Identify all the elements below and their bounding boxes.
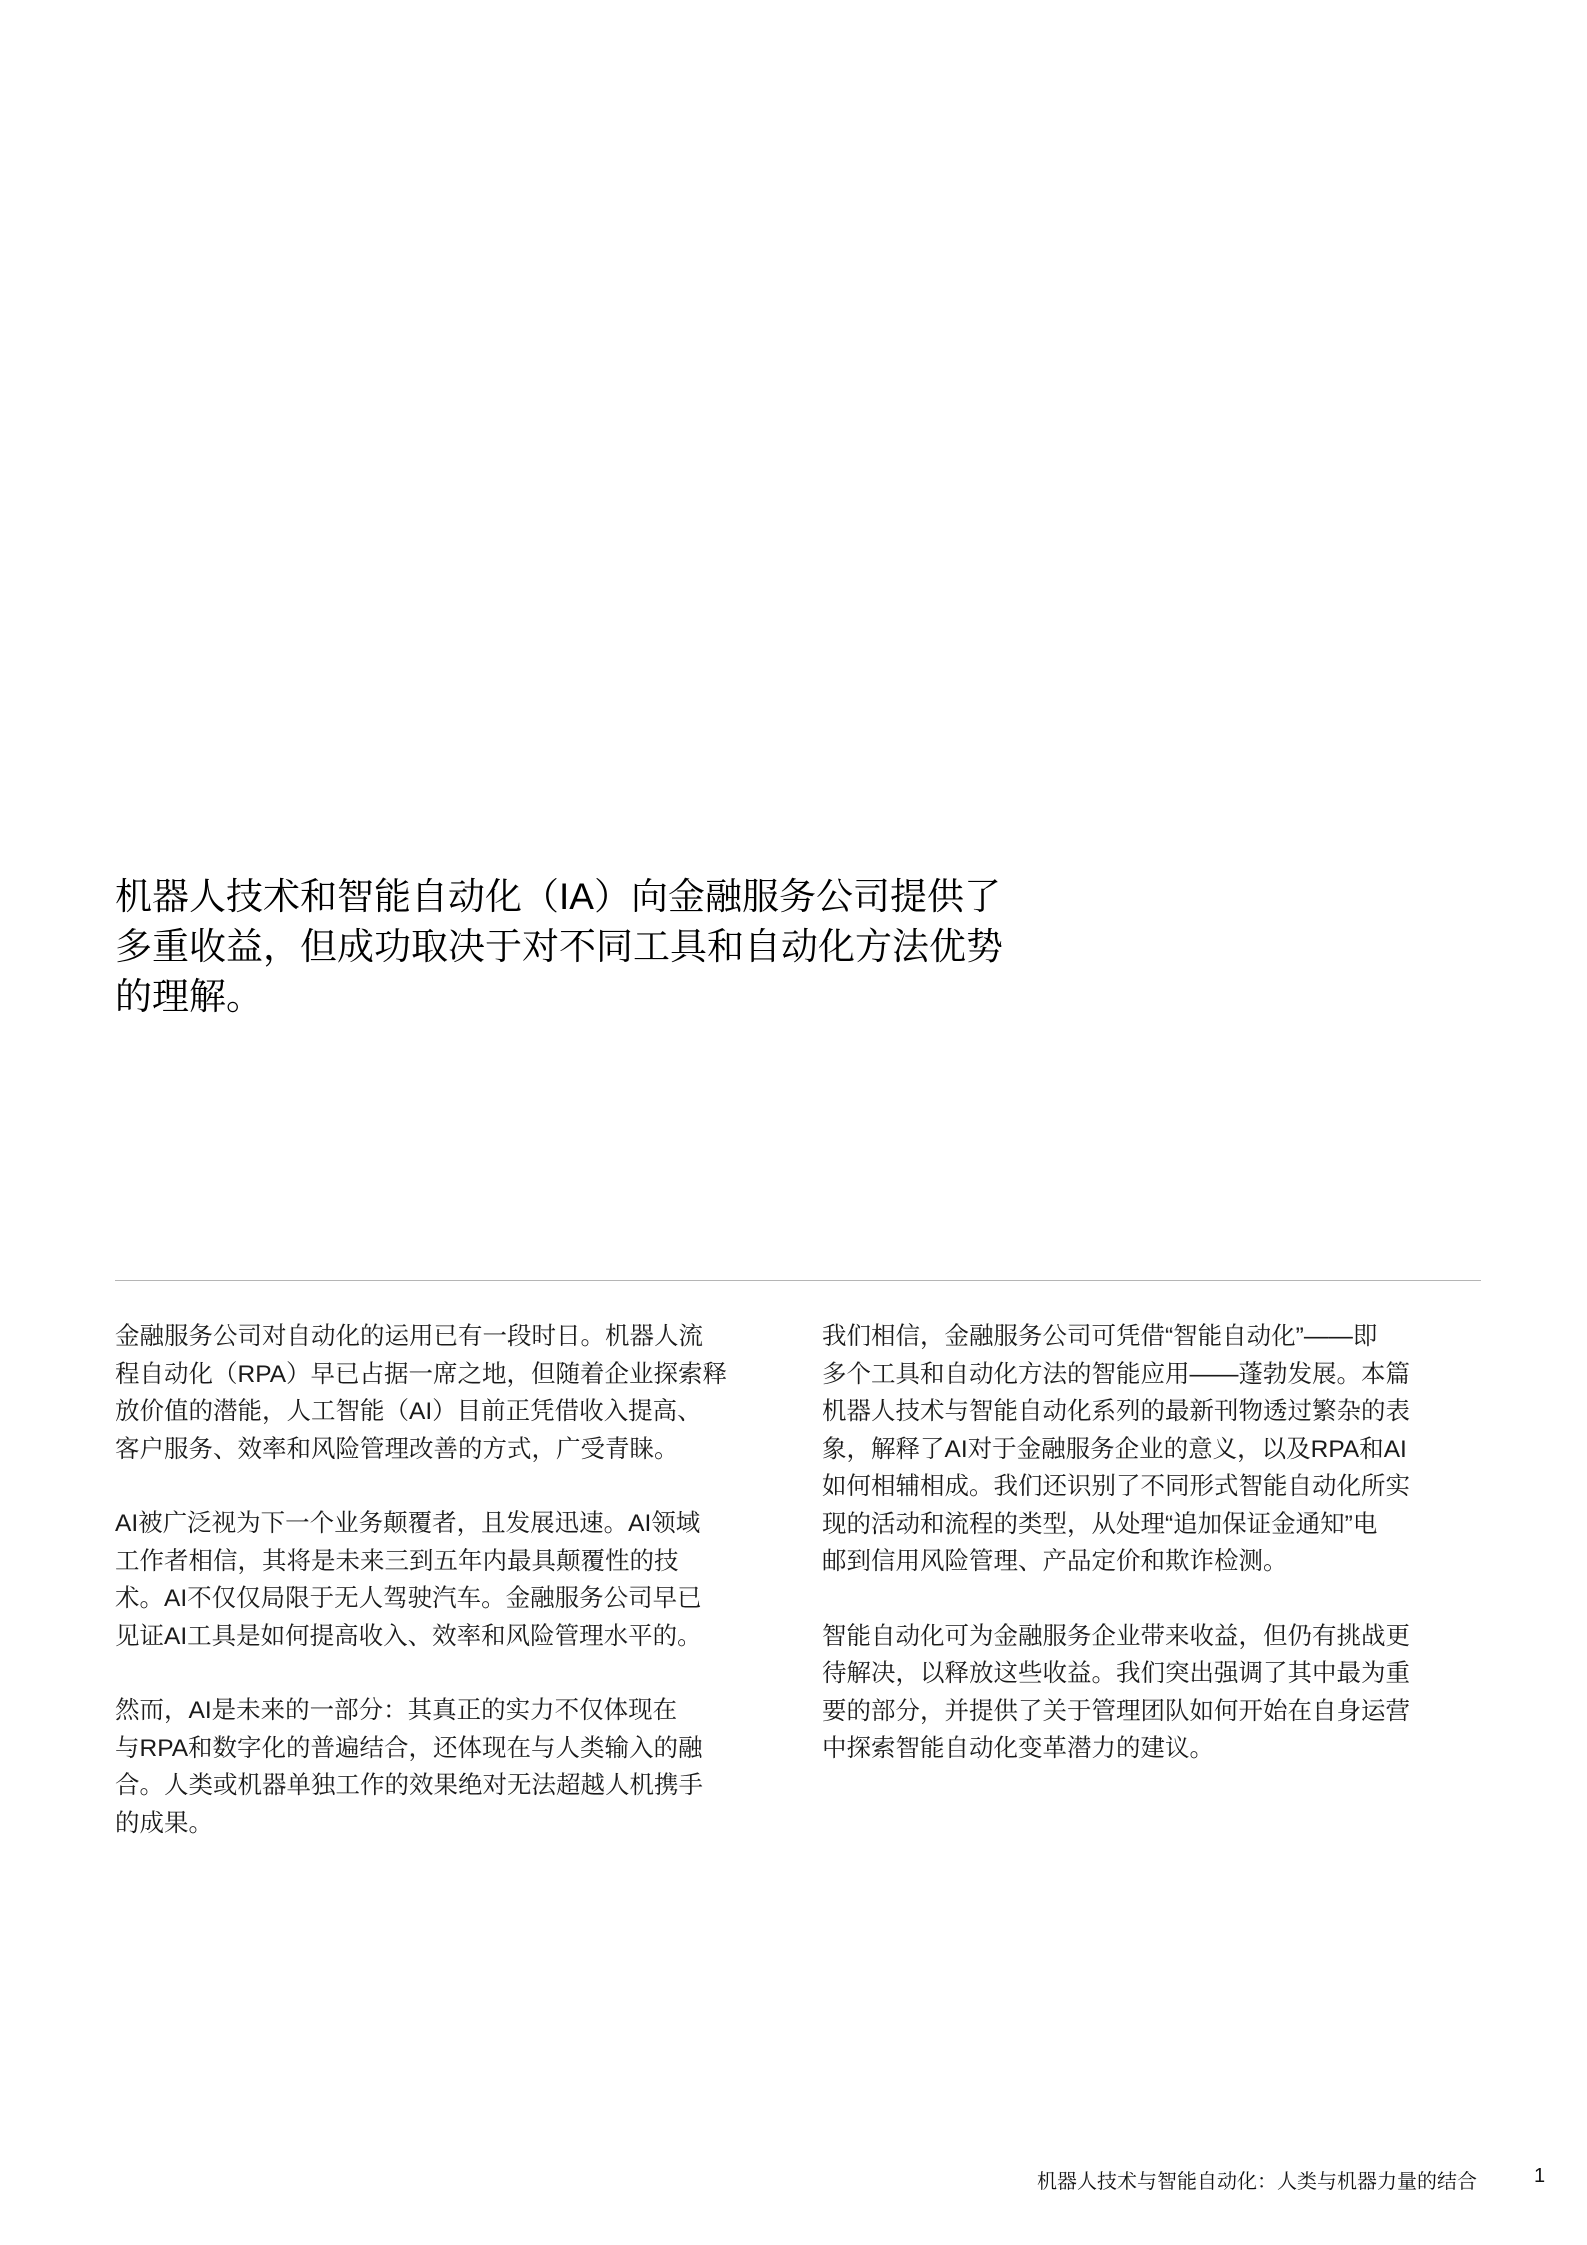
text-line: 的成果。 [115, 1809, 213, 1837]
footer-title: 机器人技术与智能自动化：人类与机器力量的结合 [1037, 2171, 1477, 2193]
right-column [822, 1318, 1482, 1805]
text-line: 邮到信用风险管理、产品定价和欺诈检测。 [822, 1548, 1288, 1575]
text-line: AI被广泛视为下一个业务颠覆者，且发展迅速。AI领域 [115, 1510, 701, 1537]
text-line: 工作者相信，其将是未来三到五年内最具颠覆性的技 [115, 1547, 679, 1575]
paragraph [115, 1505, 785, 1655]
text-line: 与RPA和数字化的普遍结合，还体现在与人类输入的融 [115, 1734, 703, 1762]
text-line: 要的部分，并提供了关于管理团队如何开始在自身运营 [822, 1697, 1410, 1725]
headline [115, 872, 1003, 1022]
text-line: 放价值的潜能，人工智能（AI）目前正凭借收入提高、 [115, 1398, 702, 1425]
headline-line: 的理解。 [115, 976, 263, 1017]
headline-line: 多重收益，但成功取决于对不同工具和自动化方法优势 [115, 926, 1003, 967]
section-divider [115, 1280, 1481, 1281]
text-line: 象，解释了AI对于金融服务企业的意义，以及RPA和AI [822, 1435, 1407, 1463]
text-line: 术。AI不仅仅局限于无人驾驶汽车。金融服务公司早已 [115, 1585, 702, 1612]
text-line: 合。人类或机器单独工作的效果绝对无法超越人机携手 [115, 1772, 703, 1799]
paragraph [822, 1318, 1482, 1581]
text-line: 见证AI工具是如何提高收入、效率和风险管理水平的。 [115, 1622, 702, 1650]
paragraph [822, 1618, 1482, 1768]
text-line: 程自动化（RPA）早已占据一席之地，但随着企业探索释 [115, 1360, 728, 1388]
text-line: 金融服务公司对自动化的运用已有一段时日。机器人流 [115, 1323, 703, 1350]
text-line: 如何相辅相成。我们还识别了不同形式智能自动化所实 [822, 1473, 1410, 1500]
text-line: 中探索智能自动化变革潜力的建议。 [822, 1735, 1214, 1762]
text-line: 客户服务、效率和风险管理改善的方式，广受青睐。 [115, 1435, 679, 1463]
paragraph [115, 1318, 785, 1468]
paragraph [115, 1692, 785, 1842]
text-line: 待解决，以释放这些收益。我们突出强调了其中最为重 [822, 1660, 1410, 1687]
text-line: 智能自动化可为金融服务企业带来收益，但仍有挑战更 [822, 1622, 1410, 1650]
text-line: 我们相信，金融服务公司可凭借“智能自动化”——即 [822, 1323, 1378, 1350]
text-line: 现的活动和流程的类型，从处理“追加保证金通知”电 [822, 1510, 1378, 1538]
left-column [115, 1318, 785, 1879]
headline-line: 机器人技术和智能自动化（IA）向金融服务公司提供了 [115, 876, 1001, 917]
text-line: 然而，AI是未来的一部分：其真正的实力不仅体现在 [115, 1697, 678, 1724]
text-line: 机器人技术与智能自动化系列的最新刊物透过繁杂的表 [822, 1398, 1410, 1425]
text-line: 多个工具和自动化方法的智能应用——蓬勃发展。本篇 [822, 1360, 1410, 1388]
page-number: 1 [1534, 2165, 1546, 2187]
